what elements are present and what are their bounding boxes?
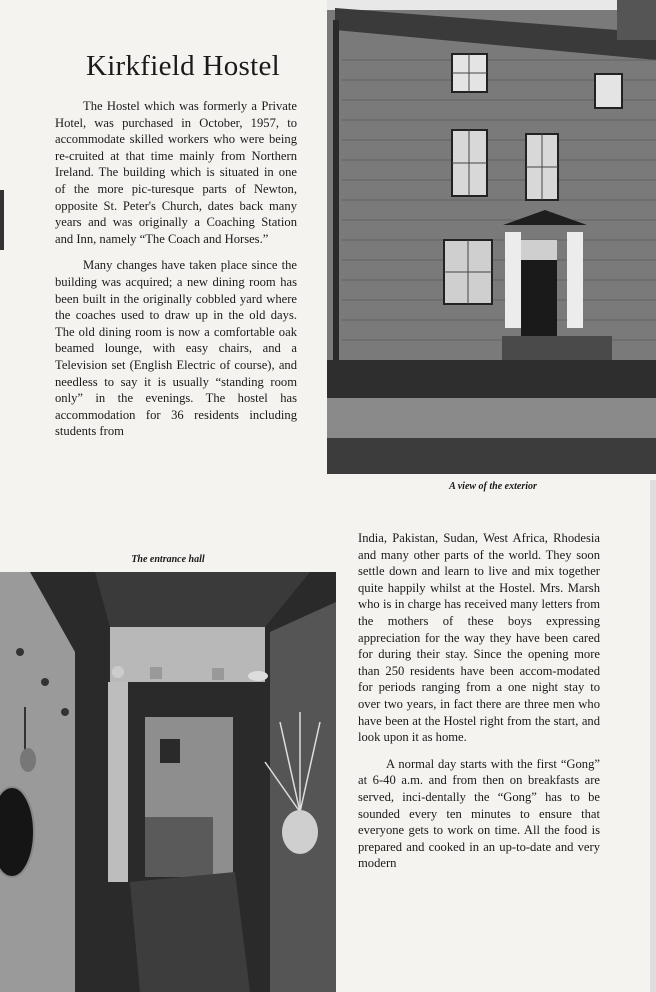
exterior-photo (327, 0, 656, 474)
paragraph: Many changes have taken place since the building was acquired; a new dining room has been built in the originally cobbled yard where the coaches used to draw up in the old days. The old dining room is now a comfortable oak beamed lounge, with easy chairs, and a Television set (English Electric of course), and needless to say it is usually “standing room only” in the evenings. The hostel has accommodation for 36 residents including students from (55, 258, 297, 439)
paragraph-continuation: India, Pakistan, Sudan, West Africa, Rhodesia and many other parts of the world. They soon settle down and learn to live and mix together quite happily whilst at the Hostel. Mrs. Marsh who is in charge has received many letters from the mothers of these boys expressing appreciation for the way they have been cared for during their stay. Since the opening more than 250 residents have been accom-modated for periods ranging from a one night stay to over two years, in fact there are three men who have been at the Hostel right from the start, and look upon it as home. (358, 531, 600, 745)
entrance-hall-photo (0, 572, 336, 992)
paragraph: A normal day starts with the first “Gong” at 6-40 a.m. and from then on breakfasts are served, inci-dentally the “Gong” has to be sounded every ten minutes to ensure that everyone gets to work on time. All the food is prepared and cooked in an up-to-date and very modern (358, 756, 600, 871)
page-edge-shadow (0, 190, 4, 250)
exterior-photo-caption: A view of the exterior (449, 481, 537, 492)
text-column-left (55, 98, 297, 450)
paragraph: The Hostel which was formerly a Private Hotel, was purchased in October, 1957, to accommodate skilled workers who were being re-cruited at that time mainly from Northern Ireland. The building which is situated in one of the more pic-turesque parts of Newton, opposite St. Peter's Church, dates back many years and was originally a Coaching Station and Inn, namely “The Coach and Horses.” (55, 99, 297, 246)
article-title: Kirkfield Hostel (85, 50, 281, 82)
text-column-right (358, 530, 600, 882)
page-edge (650, 480, 656, 992)
hall-photo-caption: The entrance hall (131, 554, 205, 565)
